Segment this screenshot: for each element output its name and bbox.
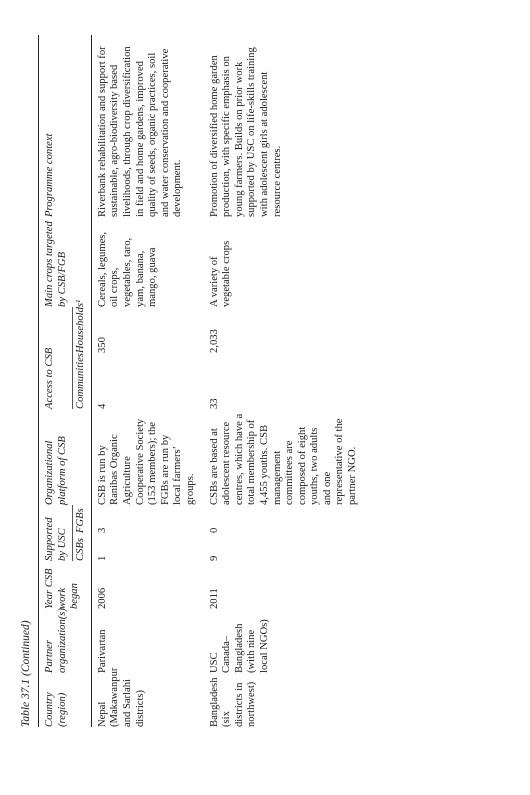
cell-context: Riverbank rehabilitation and support for sustainable, agro-biodiversity based livelihoods, through crop diversification in field and home gardens, improved quality of seeds, organic practices, soil and water conservation and cooperative development. (96, 46, 184, 217)
cell-crops: A variety of vegetable crops (208, 240, 233, 307)
cell-platform: CSB is run by Ranibas Organic Agriculture Cooperative Society (153 members); the FGBs are run by local farmers’ groups. (96, 418, 196, 505)
header-households: Households¹ (75, 299, 87, 353)
table-row (91, 35, 200, 727)
cell-households: 350 (96, 337, 108, 353)
header-country: Country (region) (39, 673, 92, 727)
header-platform: Organizational platform of CSB (39, 409, 92, 505)
table-caption: Table 37.1 (Continued) (20, 620, 32, 727)
cell-context: Promotion of diversified home garden production, with specific emphasis on young farmers. Builds on prior work supported by USC on life-skills training with adolescent girls at adolescent resource centres. (208, 47, 283, 217)
cell-csbs: 9 (208, 555, 220, 561)
cell-fgbs: 3 (96, 527, 108, 533)
cell-communities: 4 (96, 403, 108, 409)
data-table (38, 35, 363, 727)
header-crops: Main crops targeted by CSB/FGB (39, 217, 92, 307)
cell-partner: USC Canada–Bangladesh (with nine local NGOs) (208, 619, 270, 673)
header-context: Programme context (39, 35, 92, 217)
cell-households: 2,033 (208, 329, 220, 353)
cell-country: Nepal (Makawanpur and Sarlahi districts) (96, 667, 146, 727)
cell-crops: Cereals, legumes, oil crops, vegetables, taro, yam, banana, mango, guava (96, 231, 159, 307)
cell-csbs: 1 (96, 555, 108, 561)
cell-fgbs: 0 (208, 527, 220, 533)
cell-year: 2006 (96, 587, 108, 609)
header-year: Year CSB work began (39, 561, 92, 609)
header-access: Access to CSB (39, 307, 73, 409)
cell-platform: CSBs are based at adolescent resource centres, which have a total membership of 4,455 youths. CSB management committees are composed of eight youths, two adults and one representative of the partner NGO. (208, 413, 359, 505)
header-csbs: CSBs (75, 538, 87, 561)
cell-country: Bangladesh (six districts in northwest) (208, 677, 258, 727)
table-row (201, 35, 363, 727)
cell-year: 2011 (208, 588, 220, 609)
cell-communities: 33 (208, 398, 220, 409)
header-communities: Communities (75, 353, 87, 409)
cell-partner: Parivartan (96, 629, 108, 673)
header-fgbs: FGBs (75, 508, 87, 533)
header-supported: Supported by USC (39, 505, 73, 561)
header-partner: Partner organization(s) (39, 609, 92, 673)
